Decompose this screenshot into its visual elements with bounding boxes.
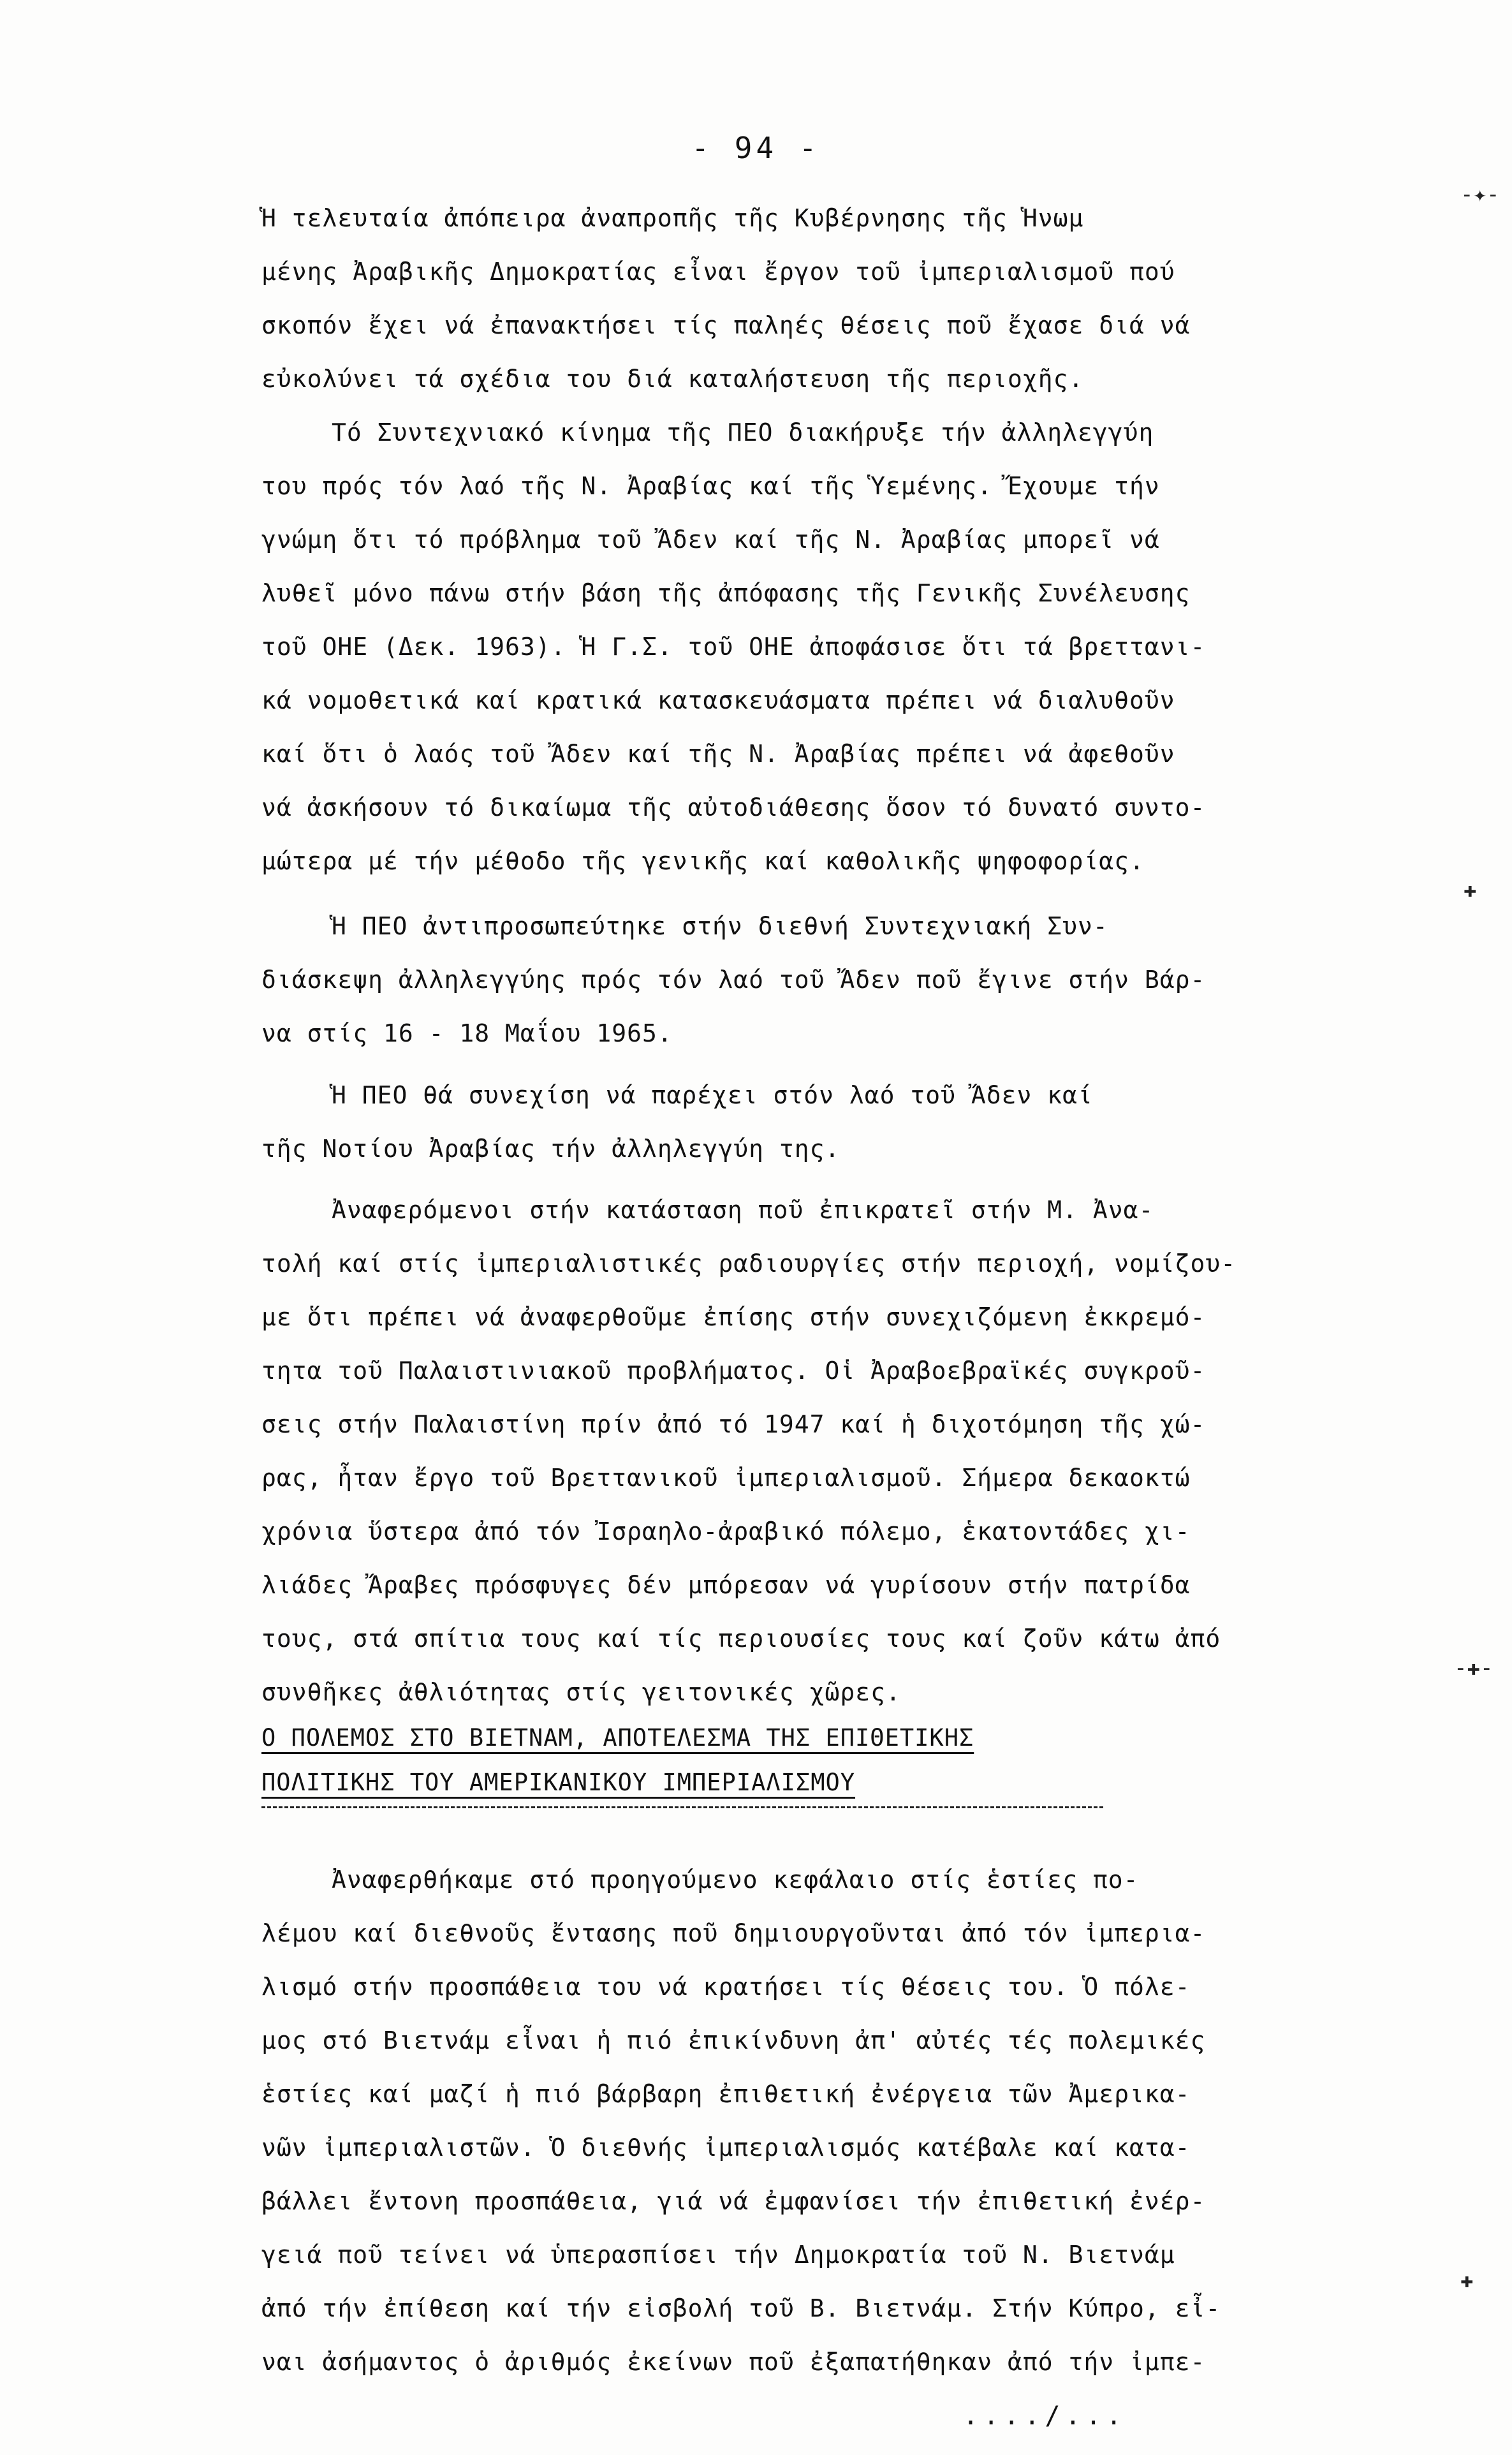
- margin-mark-icon: ✚: [1464, 877, 1477, 903]
- text-line: μένης Ἀραβικῆς Δημοκρατίας εἶναι ἔργον τοῦ ἰμπεριαλισμοῦ πού: [261, 258, 1175, 286]
- section-heading: [261, 1716, 1154, 1808]
- text-line: Ἀναφερόμενοι στήν κατάσταση ποῦ ἐπικρατεῖ στήν Μ. Ἀνα-: [332, 1196, 1154, 1224]
- paragraph-egypt-coup: [261, 191, 1384, 888]
- heading-line-2: ΠΟΛΙΤΙΚΗΣ ΤΟΥ ΑΜΕΡΙΚΑΝΙΚΟΥ ΙΜΠΕΡΙΑΛΙΣΜΟΥ: [261, 1769, 856, 1796]
- text-line: γνώμη ὅτι τό πρόβλημα τοῦ Ἄδεν καί τῆς Ν. Ἀραβίας μπορεῖ νά: [261, 526, 1160, 554]
- text-line: με ὅτι πρέπει νά ἀναφερθοῦμε ἐπίσης στήν συνεχιζόμενη ἐκκρεμό-: [261, 1303, 1206, 1331]
- continuation-mark: ..../...: [963, 2401, 1127, 2431]
- paragraph-vietnam: [261, 1853, 1384, 2389]
- page-number: - 94 -: [691, 131, 821, 165]
- text-line: εὐκολύνει τά σχέδια του διά καταλήστευση τῆς περιοχῆς.: [261, 365, 1084, 393]
- margin-mark-icon: -✦-: [1460, 182, 1500, 207]
- margin-mark-icon: -✚-: [1454, 1655, 1494, 1681]
- text-line: βάλλει ἔντονη προσπάθεια, γιά νά ἐμφανίσει τήν ἐπιθετική ἐνέρ-: [261, 2187, 1206, 2215]
- text-line: ἀπό τήν ἐπίθεση καί τήν εἰσβολή τοῦ Β. Βιετνάμ. Στήν Κύπρο, εἶ-: [261, 2294, 1221, 2322]
- text-line: καί ὅτι ὁ λαός τοῦ Ἄδεν καί τῆς Ν. Ἀραβίας πρέπει νά ἀφεθοῦν: [261, 740, 1175, 768]
- text-line: Τό Συντεχνιακό κίνημα τῆς ΠΕΟ διακήρυξε τήν ἀλληλεγγύη: [332, 418, 1154, 446]
- text-line: λισμό στήν προσπάθεια του νά κρατήσει τίς θέσεις του. Ὁ πόλε-: [261, 1973, 1191, 2001]
- heading-line-1: Ο ΠΟΛΕΜΟΣ ΣΤΟ ΒΙΕΤΝΑΜ, ΑΠΟΤΕΛΕΣΜΑ ΤΗΣ ΕΠΙΘΕΤΙΚΗΣ: [261, 1724, 974, 1751]
- text-line: συνθῆκες ἀθλιότητας στίς γειτονικές χῶρες.: [261, 1678, 901, 1706]
- text-line: ἑστίες καί μαζί ἡ πιό βάρβαρη ἐπιθετική ἐνέργεια τῶν Ἀμερικα-: [261, 2080, 1191, 2108]
- text-line: λυθεῖ μόνο πάνω στήν βάση τῆς ἀπόφασης τῆς Γενικῆς Συνέλευσης: [261, 579, 1191, 607]
- text-line: του πρός τόν λαό τῆς Ν. Ἀραβίας καί τῆς Ὑεμένης. Ἔχουμε τήν: [261, 472, 1160, 500]
- margin-mark-icon: ✚: [1460, 2267, 1474, 2293]
- paragraph-solidarity: [261, 1068, 1384, 1176]
- paragraph-palestine: [261, 1183, 1384, 1719]
- text-line: τους, στά σπίτια τους καί τίς περιουσίες τους καί ζοῦν κάτω ἀπό: [261, 1625, 1221, 1653]
- text-line: Ἡ ΠΕΟ θά συνεχίση νά παρέχει στόν λαό τοῦ Ἄδεν καί: [332, 1081, 1093, 1109]
- text-line: μος στό Βιετνάμ εἶναι ἡ πιό ἐπικίνδυνη ἀπ' αὐτές τές πολεμικές: [261, 2026, 1206, 2054]
- text-line: λιάδες Ἄραβες πρόσφυγες δέν μπόρεσαν νά γυρίσουν στήν πατρίδα: [261, 1571, 1191, 1599]
- text-line: τητα τοῦ Παλαιστινιακοῦ προβλήματος. Οἱ Ἀραβοεβραϊκές συγκροῦ-: [261, 1357, 1206, 1385]
- text-line: Ἡ τελευταία ἀπόπειρα ἀναπροπῆς τῆς Κυβέρνησης τῆς Ἡνωμ: [261, 204, 1084, 232]
- text-line: νῶν ἰμπεριαλιστῶν. Ὁ διεθνής ἰμπεριαλισμός κατέβαλε καί κατα-: [261, 2134, 1191, 2162]
- text-line: μώτερα μέ τήν μέθοδο τῆς γενικῆς καί καθολικῆς ψηφοφορίας.: [261, 847, 1145, 875]
- text-line: ρας, ἦταν ἔργο τοῦ Βρεττανικοῦ ἰμπεριαλισμοῦ. Σήμερα δεκαοκτώ: [261, 1464, 1191, 1492]
- text-line: Ἀναφερθήκαμε στό προηγούμενο κεφάλαιο στίς ἑστίες πο-: [332, 1866, 1139, 1894]
- text-line: τῆς Νοτίου Ἀραβίας τήν ἀλληλεγγύη της.: [261, 1135, 840, 1163]
- text-line: γειά ποῦ τείνει νά ὑπερασπίσει τήν Δημοκρατία τοῦ Ν. Βιετνάμ: [261, 2241, 1175, 2269]
- text-line: ναι ἀσήμαντος ὁ ἀριθμός ἐκείνων ποῦ ἐξαπατήθηκαν ἀπό τήν ἰμπε-: [261, 2348, 1206, 2376]
- text-line: να στίς 16 - 18 Μαΐου 1965.: [261, 1019, 673, 1047]
- text-line: τολή καί στίς ἰμπεριαλιστικές ραδιουργίες στήν περιοχή, νομίζου-: [261, 1250, 1237, 1278]
- paragraph-varna-conference: [261, 899, 1384, 1060]
- text-line: Ἡ ΠΕΟ ἀντιπροσωπεύτηκε στήν διεθνή Συντεχνιακή Συν-: [332, 912, 1108, 940]
- text-line: διάσκεψη ἀλληλεγγύης πρός τόν λαό τοῦ Ἄδεν ποῦ ἔγινε στήν Βάρ-: [261, 966, 1206, 994]
- text-line: σκοπόν ἔχει νά ἐπανακτήσει τίς παληές θέσεις ποῦ ἔχασε διά νά: [261, 311, 1191, 339]
- text-line: νά ἀσκήσουν τό δικαίωμα τῆς αὐτοδιάθεσης ὅσον τό δυνατό συντο-: [261, 793, 1206, 822]
- text-line: λέμου καί διεθνοῦς ἔντασης ποῦ δημιουργοῦνται ἀπό τόν ἰμπερια-: [261, 1919, 1206, 1947]
- text-line: σεις στήν Παλαιστίνη πρίν ἀπό τό 1947 καί ἡ διχοτόμηση τῆς χώ-: [261, 1410, 1206, 1438]
- text-line: τοῦ ΟΗΕ (Δεκ. 1963). Ἡ Γ.Σ. τοῦ ΟΗΕ ἀποφάσισε ὅτι τά βρεττανι-: [261, 633, 1206, 661]
- text-line: κά νομοθετικά καί κρατικά κατασκευάσματα πρέπει νά διαλυθοῦν: [261, 686, 1175, 714]
- text-line: χρόνια ὕστερα ἀπό τόν Ἰσραηλο-ἀραβικό πόλεμο, ἑκατοντάδες χι-: [261, 1517, 1191, 1545]
